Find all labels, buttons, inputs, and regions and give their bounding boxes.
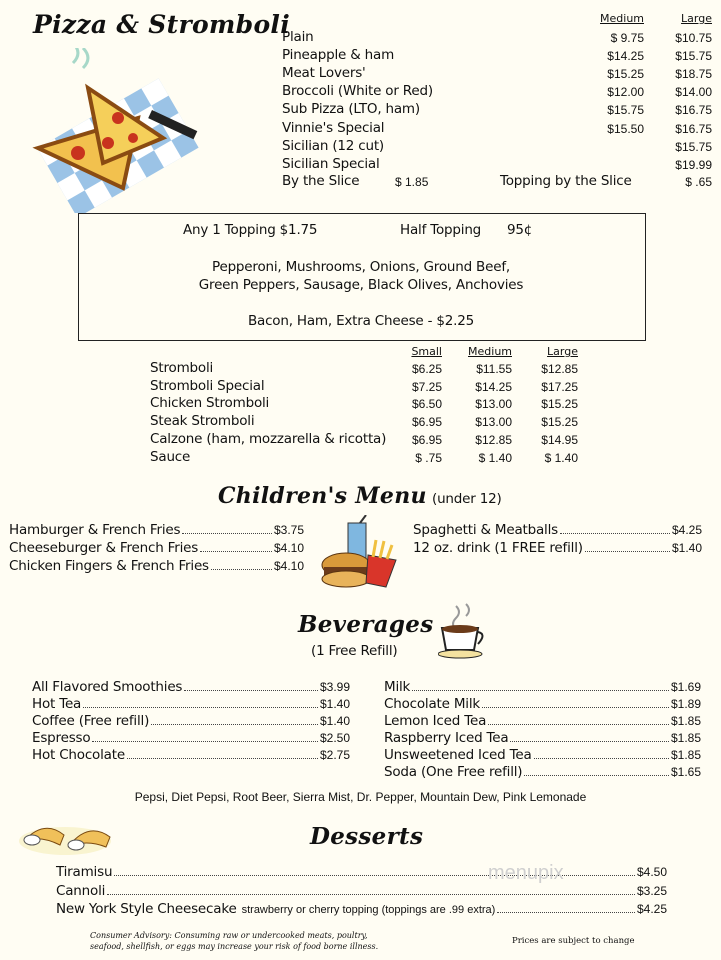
item-name: Chicken Fingers & French Fries <box>9 558 209 574</box>
toppings-list-line-2: Green Peppers, Sausage, Black Olives, Anchovies <box>198 277 524 293</box>
childrens-menu-subtitle: (under 12) <box>432 491 502 507</box>
stromboli-item-name: Chicken Stromboli <box>150 395 270 412</box>
leader-dots <box>182 533 272 534</box>
leader-dots <box>107 894 635 895</box>
beverage-item <box>384 730 701 748</box>
topping-by-slice-label: Topping by the Slice <box>500 173 632 189</box>
pizza-header-medium: Medium <box>600 12 644 25</box>
item-price: $3.75 <box>273 523 304 537</box>
children-menu-item <box>9 522 304 540</box>
stromboli-small-price: $6.95 <box>411 415 442 430</box>
pizza-item-name: Sicilian Special <box>282 155 380 172</box>
stromboli-medium-price: $11.55 <box>476 362 512 376</box>
childrens-menu-title: Children's Menu <box>218 483 427 509</box>
pizza-item-large-price: $15.75 <box>675 49 712 64</box>
item-name: Espresso <box>32 730 91 746</box>
item-price: $4.10 <box>273 559 304 573</box>
item-price: $1.69 <box>670 680 701 694</box>
stromboli-item-name: Sauce <box>150 448 191 465</box>
leader-dots <box>151 724 318 725</box>
beverage-item <box>384 764 701 782</box>
stromboli-large-price: $12.85 <box>541 362 578 376</box>
pizza-item-name: Plain <box>282 29 314 45</box>
leader-dots <box>200 551 272 552</box>
half-topping-label: Half Topping <box>400 222 482 238</box>
prices-note: Prices are subject to change <box>512 936 635 946</box>
leader-dots <box>482 707 669 708</box>
leader-dots <box>211 569 272 570</box>
premium-toppings: Bacon, Ham, Extra Cheese - $2.25 <box>247 313 475 329</box>
stromboli-header-large: Large <box>547 345 578 358</box>
pizza-item-large-price: $15.75 <box>675 139 712 154</box>
stromboli-item-name: Calzone (ham, mozzarella & ricotta) <box>150 430 387 447</box>
children-menu-item <box>413 540 702 558</box>
dessert-item <box>56 883 667 901</box>
pizza-item-name: Sicilian (12 cut) <box>282 137 384 154</box>
stromboli-large-price: $15.25 <box>541 397 578 412</box>
stromboli-large-price: $ 1.40 <box>544 450 578 465</box>
stromboli-small-price: $ .75 <box>415 450 442 465</box>
stromboli-medium-price: $13.00 <box>475 415 512 430</box>
stromboli-large-price: $15.25 <box>541 415 578 430</box>
coffee-cup-icon <box>438 602 488 660</box>
item-price: $4.25 <box>671 523 702 537</box>
stromboli-medium-price: $13.00 <box>475 397 512 412</box>
beverage-item <box>384 747 701 765</box>
leader-dots <box>127 758 318 759</box>
leader-dots <box>585 551 670 552</box>
item-price: $1.89 <box>670 697 701 711</box>
leader-dots <box>510 741 668 742</box>
pizza-item-large-price: $18.75 <box>675 67 712 82</box>
pizza-item-large-price: $14.00 <box>675 85 712 100</box>
stromboli-medium-price: $14.25 <box>475 379 512 394</box>
pizza-item-medium-price: $ 9.75 <box>610 31 644 45</box>
leader-dots <box>534 758 669 759</box>
item-price: $1.40 <box>319 714 350 728</box>
stromboli-large-price: $17.25 <box>541 379 578 394</box>
kids-meal-illustration-icon <box>318 515 403 590</box>
children-menu-item <box>9 540 304 558</box>
leader-dots <box>92 741 318 742</box>
item-price: $2.50 <box>319 731 350 745</box>
leader-dots <box>83 707 318 708</box>
leader-dots <box>524 775 669 776</box>
pizza-item-medium-price: $15.50 <box>607 121 644 136</box>
item-price: $1.40 <box>319 697 350 711</box>
stromboli-small-price: $6.25 <box>411 362 442 376</box>
beverage-item <box>32 696 350 714</box>
item-price: $4.25 <box>636 902 667 916</box>
stromboli-large-price: $14.95 <box>541 432 578 447</box>
item-price: $3.99 <box>319 680 350 694</box>
leader-dots <box>184 690 318 691</box>
item-name: 12 oz. drink (1 FREE refill) <box>413 540 583 556</box>
leader-dots <box>412 690 669 691</box>
item-name: Coffee (Free refill) <box>32 713 150 729</box>
beverage-item <box>384 713 701 731</box>
by-the-slice-price: $ 1.85 <box>395 175 429 189</box>
stromboli-medium-price: $ 1.40 <box>478 450 512 465</box>
stromboli-item-name: Steak Stromboli <box>150 413 255 430</box>
by-the-slice-label: By the Slice <box>282 173 360 189</box>
cannoli-illustration-icon <box>18 813 113 858</box>
pizza-item-name: Pineapple & ham <box>282 47 395 64</box>
pizza-item-medium-price: $14.25 <box>607 49 644 64</box>
pizza-item-name: Sub Pizza (LTO, ham) <box>282 101 420 118</box>
beverage-item <box>32 730 350 748</box>
item-price: $3.25 <box>636 883 667 898</box>
pizza-item-large-price: $16.75 <box>675 121 712 136</box>
leader-dots <box>497 912 635 913</box>
item-name: Unsweetened Iced Tea <box>384 747 532 763</box>
pizza-item-medium-price: $12.00 <box>607 85 644 100</box>
pizza-illustration-icon <box>28 48 208 213</box>
beverage-item <box>32 679 350 697</box>
item-name: Hamburger & French Fries <box>9 522 181 538</box>
stromboli-item-name: Stromboli <box>150 360 214 376</box>
item-price: $1.65 <box>670 765 701 779</box>
item-name: Cheeseburger & French Fries <box>9 540 199 556</box>
item-name: Tiramisu <box>56 864 113 880</box>
pizza-item-large-price: $16.75 <box>675 103 712 118</box>
item-price: $2.75 <box>319 748 350 762</box>
pizza-item-large-price: $19.99 <box>675 157 712 172</box>
stromboli-item-name: Stromboli Special <box>150 377 265 394</box>
pizza-item-name: Vinnie's Special <box>282 119 385 136</box>
pizza-section-title: Pizza & Stromboli <box>33 10 291 39</box>
beverages-title: Beverages <box>298 611 434 638</box>
any-one-topping: Any 1 Topping $1.75 <box>183 222 318 238</box>
consumer-advisory-line-2: seafood, shellfish, or eggs may increase your risk of food borne illness. <box>90 942 379 951</box>
stromboli-small-price: $7.25 <box>411 379 442 394</box>
toppings-list-line-1: Pepperoni, Mushrooms, Onions, Ground Beef, <box>212 259 510 275</box>
item-price: $4.10 <box>273 541 304 555</box>
item-name: Milk <box>384 679 411 695</box>
beverage-item <box>384 696 701 714</box>
children-menu-item <box>9 558 304 576</box>
item-price: $4.50 <box>636 865 667 879</box>
leader-dots <box>560 533 670 534</box>
item-name: New York Style Cheesecake <box>56 901 237 917</box>
beverage-item <box>32 713 350 731</box>
leader-dots <box>488 724 669 725</box>
item-price: $1.85 <box>670 714 701 728</box>
pizza-item-name: Broccoli (White or Red) <box>282 83 433 100</box>
dessert-item <box>56 864 667 882</box>
pizza-item-name: Meat Lovers' <box>282 65 366 82</box>
consumer-advisory-line-1: Consumer Advisory: Consuming raw or undercooked meats, poultry, <box>90 931 368 940</box>
pizza-item-medium-price: $15.25 <box>607 67 644 82</box>
item-price: $1.85 <box>670 748 701 762</box>
item-name: Spaghetti & Meatballs <box>413 522 558 538</box>
item-name: Hot Chocolate <box>32 747 125 763</box>
item-name: Chocolate Milk <box>384 696 481 712</box>
pizza-item-large-price: $10.75 <box>675 31 712 45</box>
item-name: Lemon Iced Tea <box>384 713 487 729</box>
half-topping-price: 95¢ <box>507 222 533 238</box>
beverage-item <box>32 747 350 765</box>
item-name: Soda (One Free refill) <box>384 764 523 780</box>
stromboli-header-medium: Medium <box>468 345 512 358</box>
beverage-item <box>384 679 701 697</box>
beverages-subtitle: (1 Free Refill) <box>311 643 398 659</box>
item-price: $1.40 <box>671 541 702 555</box>
pizza-item-medium-price: $15.75 <box>607 103 644 118</box>
item-name: Hot Tea <box>32 696 82 712</box>
item-name: Cannoli <box>56 882 106 899</box>
children-menu-item <box>413 522 702 540</box>
item-name: Raspberry Iced Tea <box>384 730 509 746</box>
item-price: $1.85 <box>670 731 701 745</box>
stromboli-header-small: Small <box>411 345 442 358</box>
stromboli-medium-price: $12.85 <box>475 432 512 447</box>
watermark: menupix <box>488 862 564 884</box>
soda-list: Pepsi, Diet Pepsi, Root Beer, Sierra Mist, Dr. Pepper, Mountain Dew, Pink Lemonade <box>134 790 587 804</box>
item-note: strawberry or cherry topping (toppings are .99 extra) <box>241 904 496 916</box>
pizza-header-large: Large <box>681 12 712 25</box>
stromboli-small-price: $6.50 <box>411 397 442 412</box>
dessert-item <box>56 901 667 919</box>
item-name: All Flavored Smoothies <box>32 679 183 695</box>
topping-by-slice-price: $ .65 <box>685 175 712 189</box>
stromboli-small-price: $6.95 <box>411 432 442 447</box>
desserts-title: Desserts <box>310 823 424 850</box>
